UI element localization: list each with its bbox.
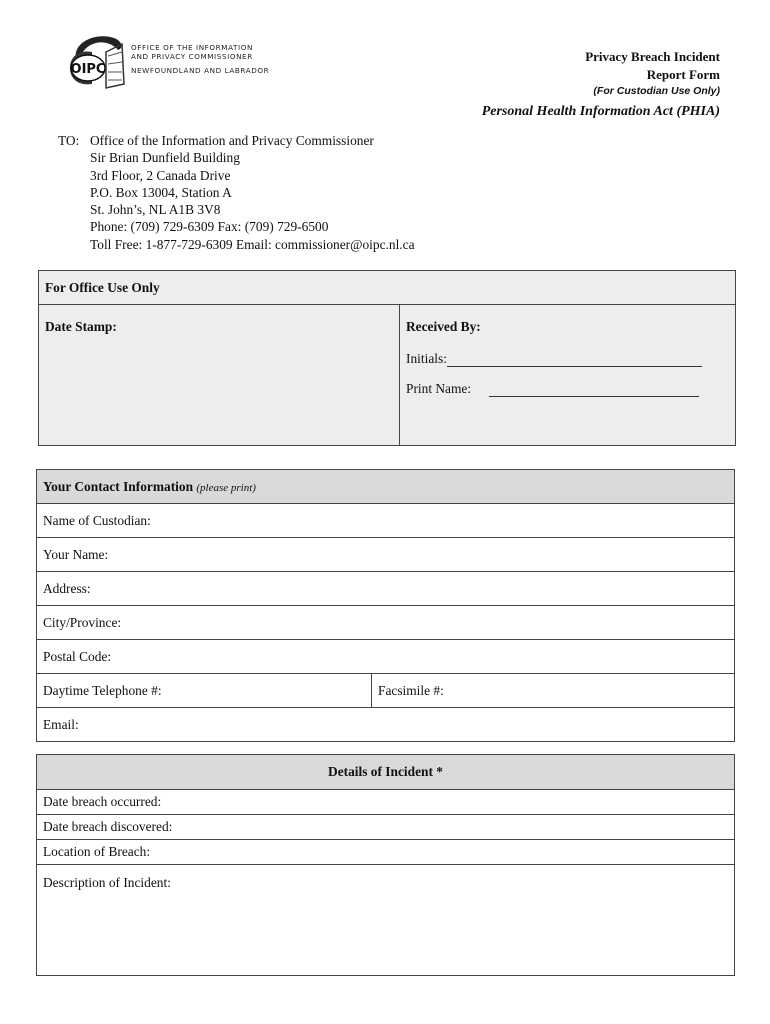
- contact-title: Your Contact Information: [43, 478, 194, 494]
- print-name-field[interactable]: [489, 382, 699, 397]
- details-header: Details of Incident *: [37, 755, 735, 790]
- print-name-label: Print Name:: [406, 381, 472, 396]
- act-title: Personal Health Information Act (PHIA): [481, 104, 720, 119]
- incident-description-field[interactable]: Description of Incident:: [37, 865, 735, 976]
- received-by-label: Received By:: [406, 319, 481, 334]
- office-use-header: For Office Use Only: [39, 271, 736, 305]
- form-title-block: [585, 48, 720, 98]
- address-line: Toll Free: 1-877-729-6309 Email: commissioner@oipc.nl.ca: [90, 236, 415, 252]
- initials-field[interactable]: [447, 352, 702, 367]
- contact-note: (please print): [196, 481, 256, 494]
- contact-info-table: [36, 469, 735, 742]
- city-province-field[interactable]: City/Province:: [37, 606, 735, 640]
- postal-code-field[interactable]: Postal Code:: [37, 640, 735, 674]
- date-occurred-field[interactable]: Date breach occurred:: [37, 790, 735, 815]
- facsimile-field[interactable]: Facsimile #:: [372, 674, 735, 708]
- your-name-field[interactable]: Your Name:: [37, 538, 735, 572]
- date-discovered-field[interactable]: Date breach discovered:: [37, 815, 735, 840]
- address-line: P.O. Box 13004, Station A: [90, 184, 232, 200]
- address-line: Office of the Information and Privacy Commissioner: [90, 133, 374, 148]
- address-line: St. John’s, NL A1B 3V8: [90, 202, 221, 218]
- date-stamp-cell: [39, 305, 400, 446]
- logo-wordmark: [131, 43, 269, 75]
- logo-badge: OIPC: [70, 62, 106, 77]
- contact-header: [37, 470, 735, 504]
- date-stamp-label: Date Stamp:: [45, 319, 117, 334]
- address-line: Sir Brian Dunfield Building: [90, 150, 240, 166]
- breach-location-field[interactable]: Location of Breach:: [37, 840, 735, 865]
- logo-line-2: AND PRIVACY COMMISSIONER: [131, 52, 253, 61]
- initials-label: Initials:: [406, 351, 447, 366]
- logo-line-3: NEWFOUNDLAND AND LABRADOR: [131, 66, 270, 75]
- incident-details-table: [36, 754, 735, 976]
- form-subtitle: (For Custodian Use Only): [593, 85, 720, 97]
- telephone-field[interactable]: Daytime Telephone #:: [37, 674, 372, 708]
- form-title-line-2: Report Form: [646, 67, 720, 82]
- address-field[interactable]: Address:: [37, 572, 735, 606]
- custodian-name-field[interactable]: Name of Custodian:: [37, 504, 735, 538]
- address-line: Phone: (709) 729-6309 Fax: (709) 729-6500: [90, 219, 329, 235]
- email-field[interactable]: Email:: [37, 708, 735, 742]
- office-use-table: [38, 270, 736, 446]
- received-by-cell: [400, 305, 736, 446]
- oipc-seal-icon: [62, 30, 132, 92]
- to-label: TO:: [58, 133, 80, 148]
- address-line: 3rd Floor, 2 Canada Drive: [90, 167, 231, 183]
- logo-line-1: OFFICE OF THE INFORMATION: [131, 43, 253, 52]
- recipient-address: [58, 132, 415, 253]
- form-title-line-1: Privacy Breach Incident: [585, 49, 720, 64]
